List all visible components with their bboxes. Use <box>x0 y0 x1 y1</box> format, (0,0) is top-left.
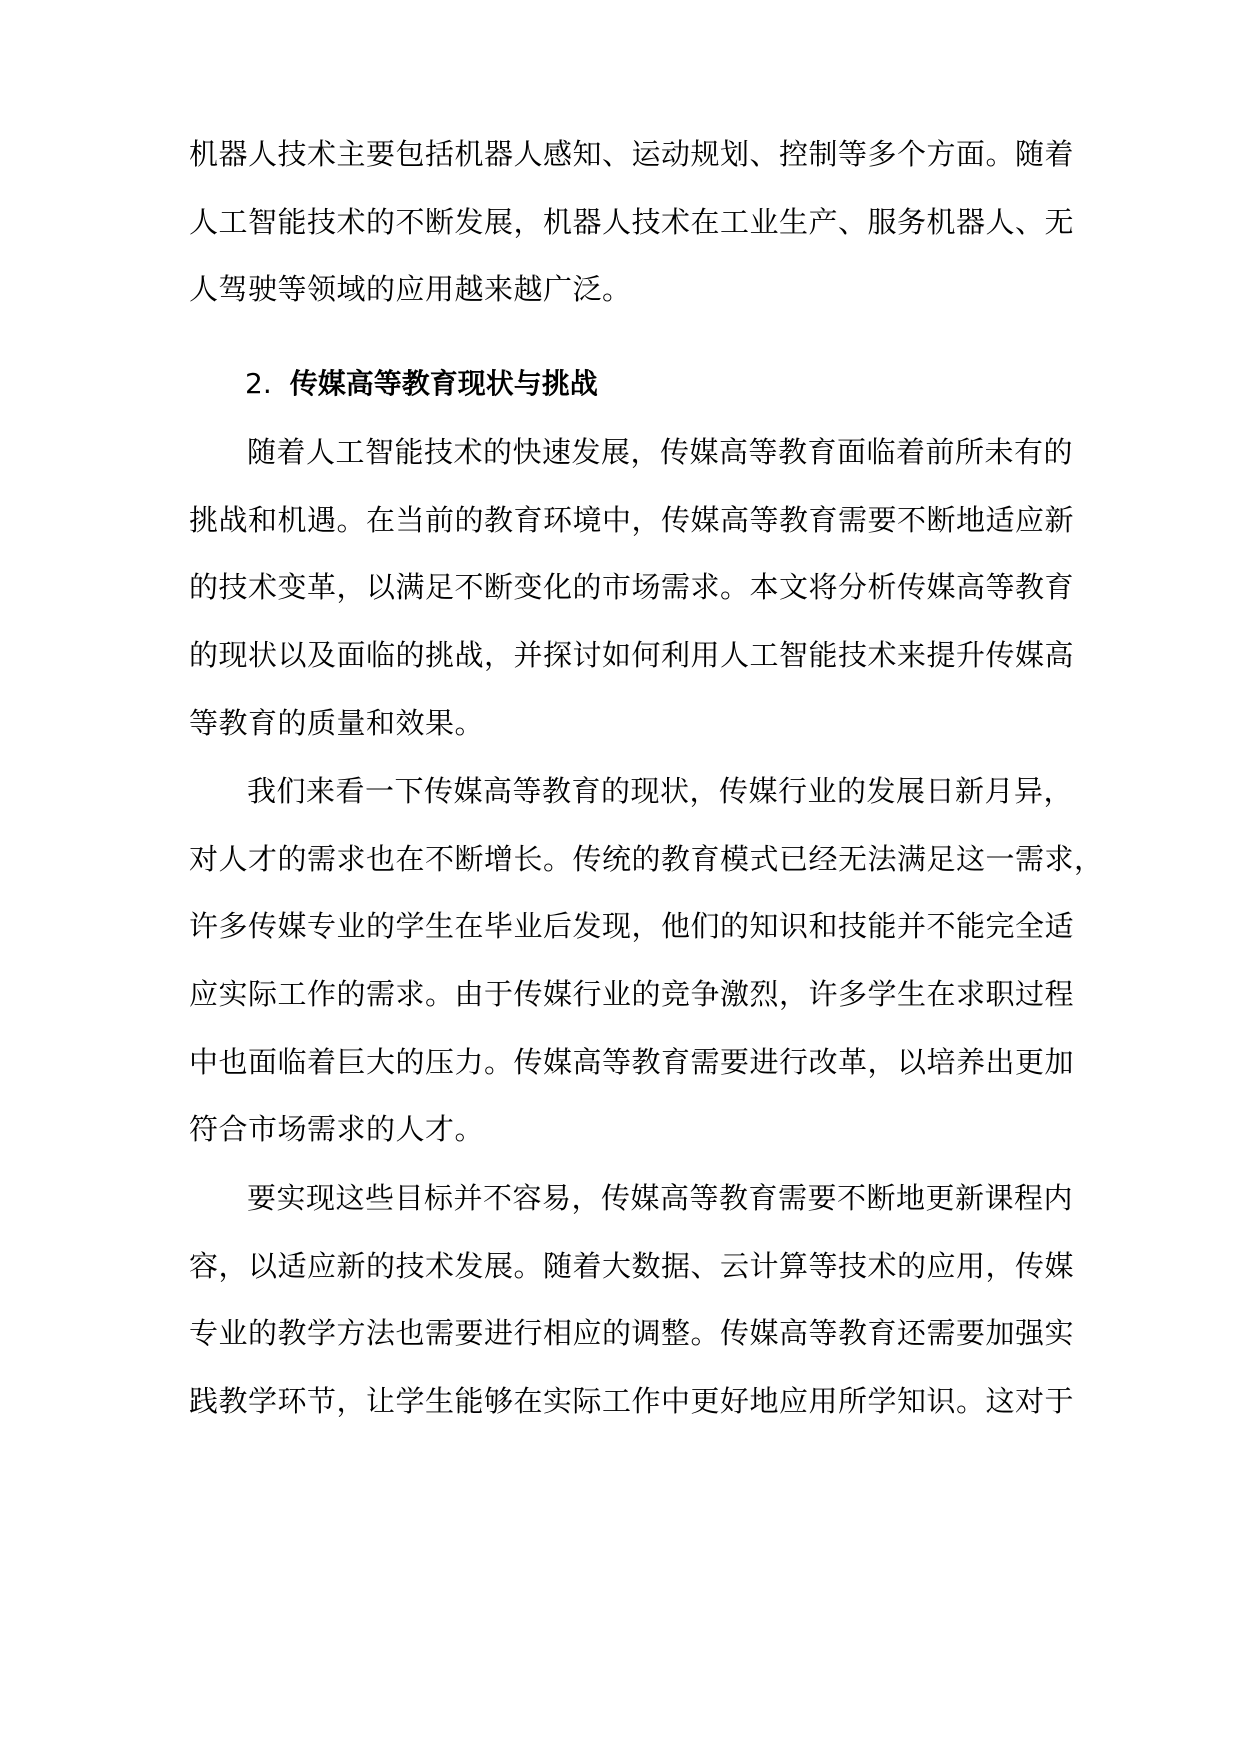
paragraph-3-line-4: 践教学环节，让学生能够在实际工作中更好地应用所学知识。这对于 <box>189 1384 1075 1418</box>
paragraph-3-line-3: 专业的教学方法也需要进行相应的调整。传媒高等教育还需要加强实 <box>189 1316 1075 1350</box>
paragraph-intro-line-2: 人工智能技术的不断发展，机器人技术在工业生产、服务机器人、无 <box>189 205 1075 239</box>
paragraph-1-line-3: 的技术变革，以满足不断变化的市场需求。本文将分析传媒高等教育 <box>189 570 1075 604</box>
section-title: 传媒高等教育现状与挑战 <box>289 367 598 400</box>
paragraph-1-line-5: 等教育的质量和效果。 <box>189 706 485 740</box>
section-heading <box>245 364 598 404</box>
paragraph-1-line-1: 随着人工智能技术的快速发展，传媒高等教育面临着前所未有的 <box>247 435 1074 469</box>
paragraph-3-line-1: 要实现这些目标并不容易，传媒高等教育需要不断地更新课程内 <box>247 1181 1074 1215</box>
paragraph-1-line-4: 的现状以及面临的挑战，并探讨如何利用人工智能技术来提升传媒高 <box>189 638 1075 672</box>
paragraph-2-line-2: 对人才的需求也在不断增长。传统的教育模式已经无法满足这一需求， <box>189 842 1104 876</box>
paragraph-intro-line-3: 人驾驶等领域的应用越来越广泛。 <box>189 272 632 306</box>
paragraph-2-line-6: 符合市场需求的人才。 <box>189 1112 485 1146</box>
paragraph-2-line-1: 我们来看一下传媒高等教育的现状，传媒行业的发展日新月异， <box>247 774 1074 808</box>
paragraph-2-line-3: 许多传媒专业的学生在毕业后发现，他们的知识和技能并不能完全适 <box>189 909 1075 943</box>
section-number: 2. <box>245 367 272 400</box>
paragraph-3-line-2: 容，以适应新的技术发展。随着大数据、云计算等技术的应用，传媒 <box>189 1249 1075 1283</box>
paragraph-intro-line-1: 机器人技术主要包括机器人感知、运动规划、控制等多个方面。随着 <box>189 137 1075 171</box>
paragraph-2-line-4: 应实际工作的需求。由于传媒行业的竞争激烈，许多学生在求职过程 <box>189 977 1075 1011</box>
paragraph-1-line-2: 挑战和机遇。在当前的教育环境中，传媒高等教育需要不断地适应新 <box>189 503 1075 537</box>
paragraph-2-line-5: 中也面临着巨大的压力。传媒高等教育需要进行改革，以培养出更加 <box>189 1045 1075 1079</box>
